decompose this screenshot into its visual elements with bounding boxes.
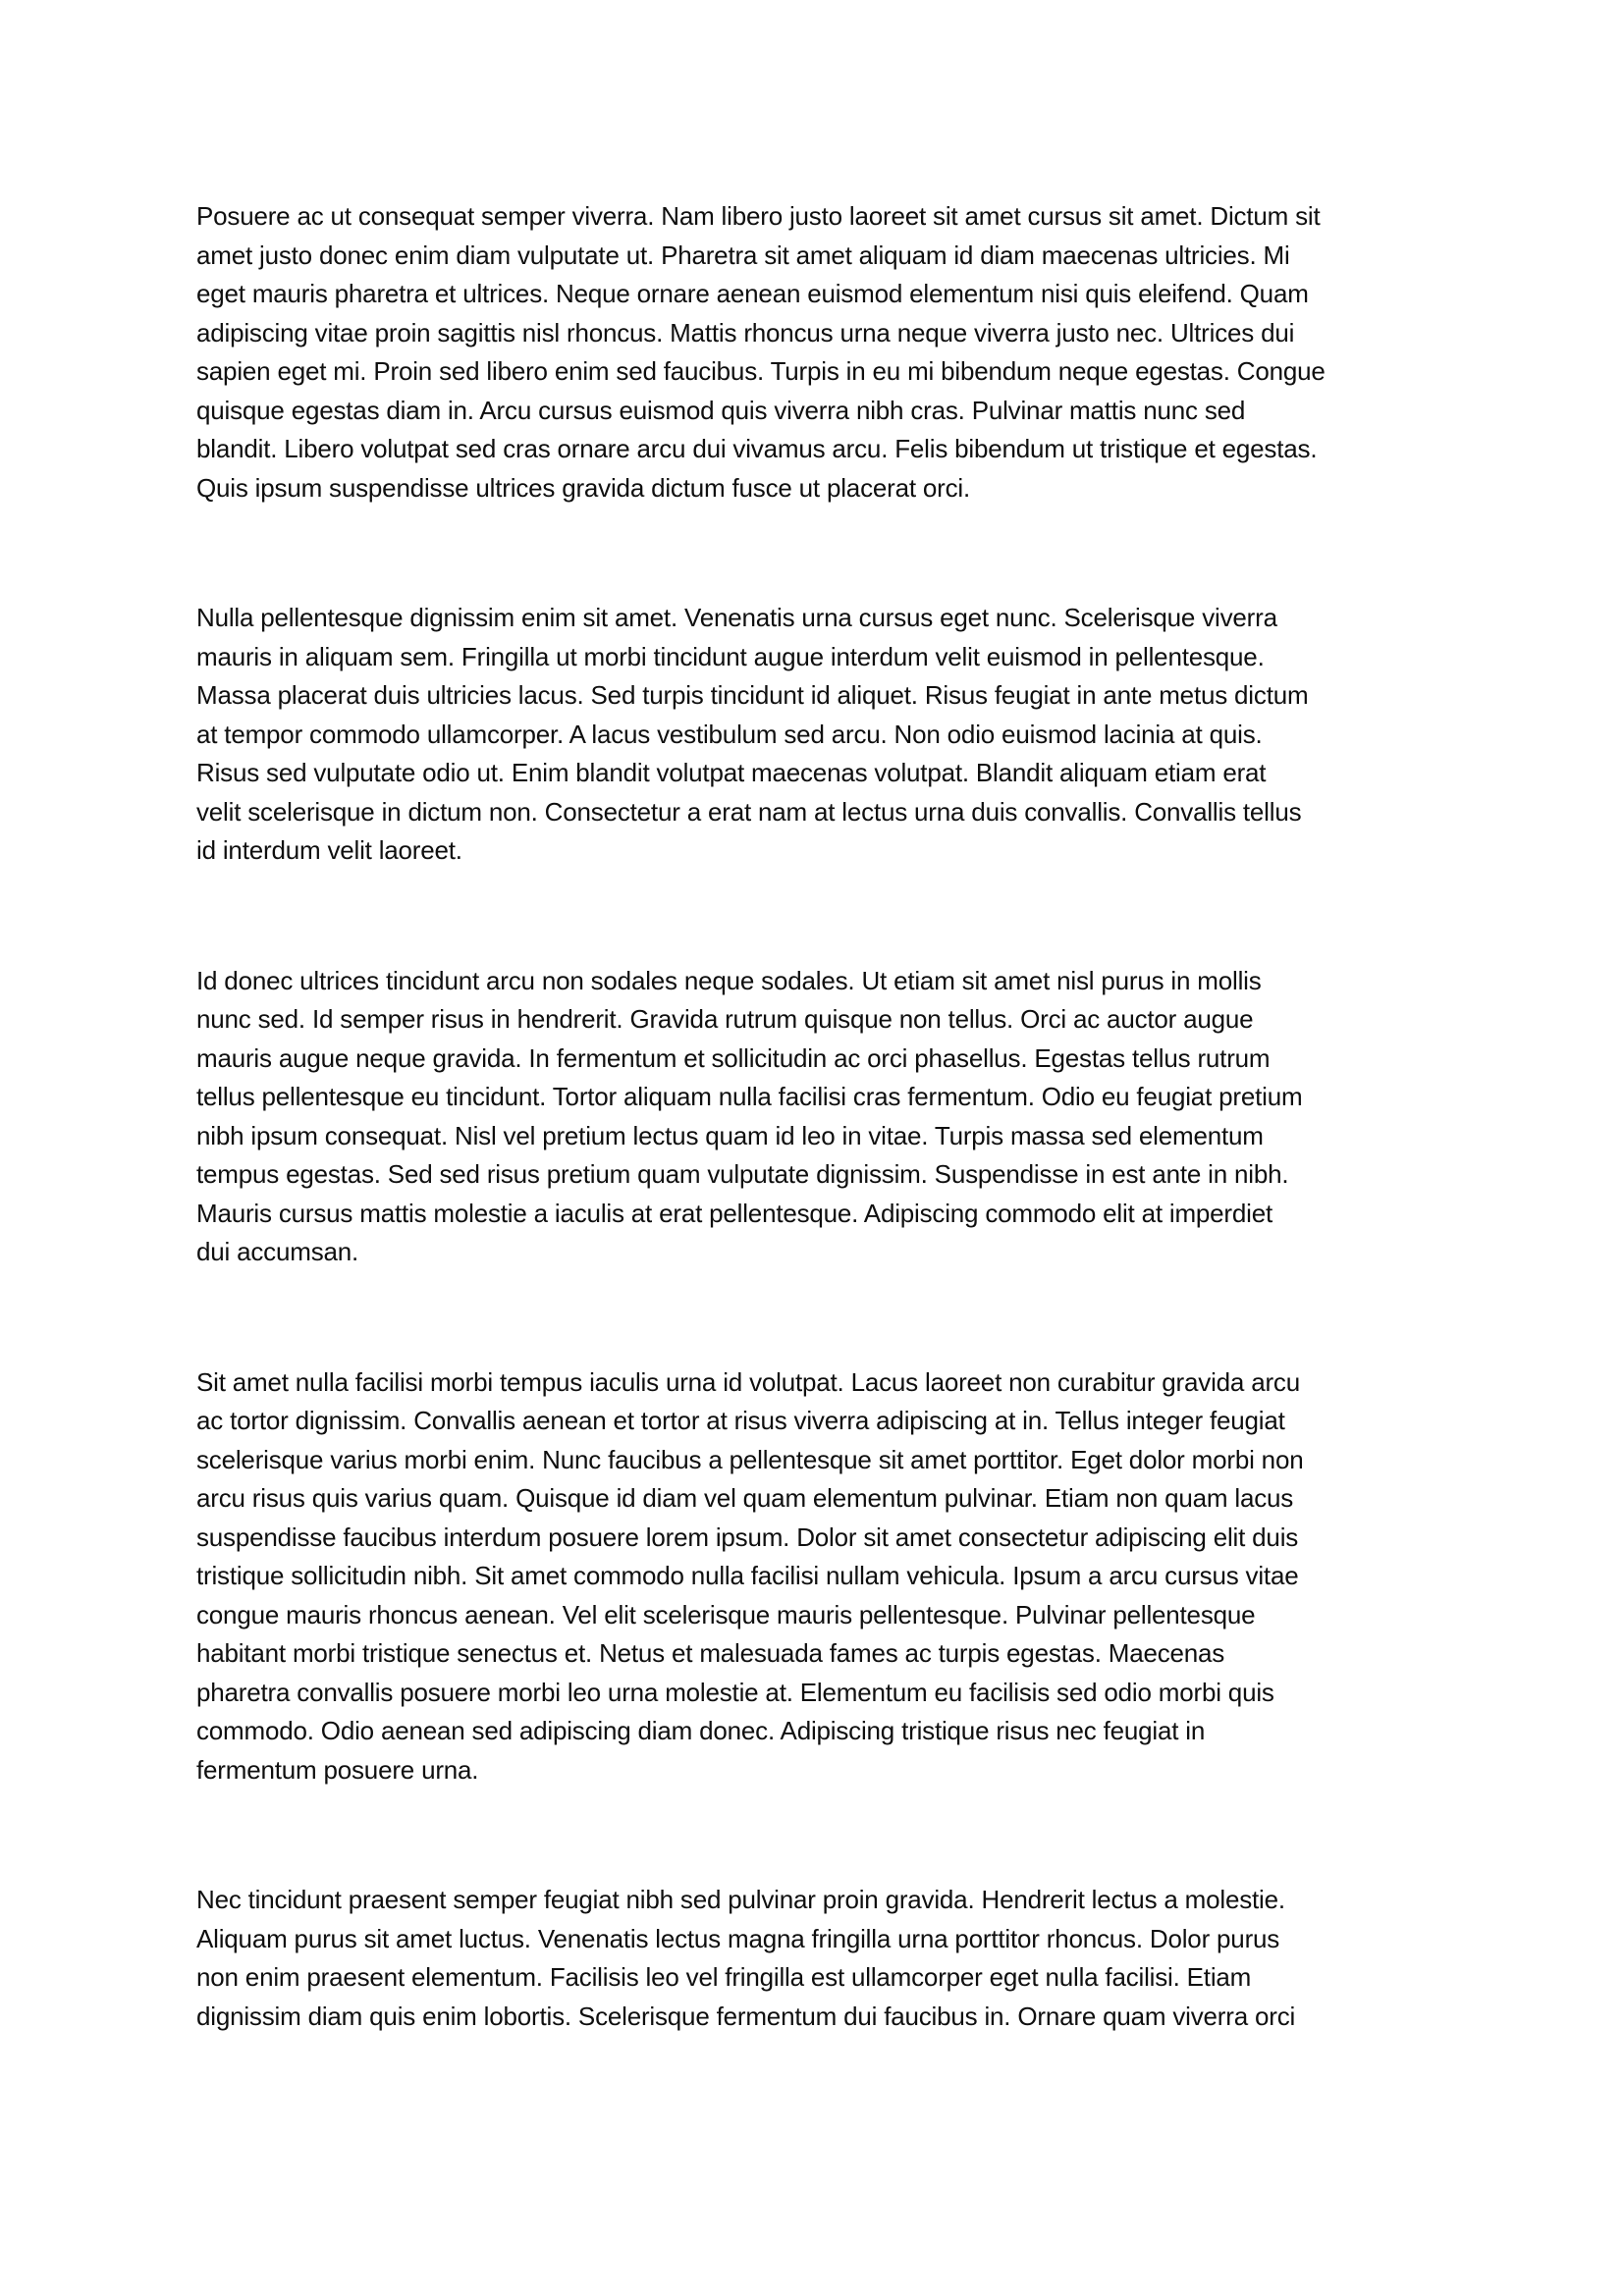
- text-line: tellus pellentesque eu tincidunt. Tortor aliquam nulla facilisi cras fermentum. Odio eu feugiat pretium: [196, 1082, 1303, 1111]
- text-line: commodo. Odio aenean sed adipiscing diam donec. Adipiscing tristique risus nec feugiat in: [196, 1716, 1206, 1745]
- text-line: mauris augue neque gravida. In fermentum et sollicitudin ac orci phasellus. Egestas tellus rutrum: [196, 1042, 1271, 1073]
- text-line: dignissim diam quis enim lobortis. Scelerisque fermentum dui faucibus in. Ornare quam viverra orci: [196, 2001, 1296, 2031]
- text-line: Nulla pellentesque dignissim enim sit amet. Venenatis urna cursus eget nunc. Scelerisque viverra: [196, 603, 1277, 632]
- text-line: Massa placerat duis ultricies lacus. Sed turpis tincidunt id aliquet. Risus feugiat in ante metus dictum: [196, 680, 1309, 710]
- text-line: Risus sed vulputate odio ut. Enim blandit volutpat maecenas volutpat. Blandit aliquam etiam erat: [196, 758, 1267, 787]
- paragraph: [196, 962, 1428, 1272]
- text-line: pharetra convallis posuere morbi leo urna molestie at. Elementum eu facilisis sed odio morbi quis: [196, 1677, 1274, 1707]
- text-line: amet justo donec enim diam vulputate ut. Pharetra sit amet aliquam id diam maecenas ultricies. Mi: [196, 240, 1290, 270]
- text-line: Nec tincidunt praesent semper feugiat nibh sed pulvinar proin gravida. Hendrerit lectus a molestie.: [196, 1885, 1285, 1914]
- paragraph: [196, 1881, 1428, 2036]
- text-line: id interdum velit laoreet.: [196, 835, 462, 865]
- text-line: eget mauris pharetra et ultrices. Neque ornare aenean euismod elementum nisi quis eleifend. Quam: [196, 279, 1309, 308]
- text-line: Id donec ultrices tincidunt arcu non sodales neque sodales. Ut etiam sit amet nisl purus in mollis: [196, 965, 1262, 995]
- text-line: scelerisque varius morbi enim. Nunc faucibus a pellentesque sit amet porttitor. Eget dolor morbi non: [196, 1444, 1304, 1474]
- document-body: [196, 197, 1428, 2036]
- text-line: arcu risus quis varius quam. Quisque id diam vel quam elementum pulvinar. Etiam non quam lacus: [196, 1483, 1294, 1513]
- text-line: tempus egestas. Sed sed risus pretium quam vulputate dignissim. Suspendisse in est ante in nibh.: [196, 1159, 1289, 1189]
- paragraph: [196, 1363, 1428, 1790]
- text-line: at tempor commodo ullamcorper. A lacus vestibulum sed arcu. Non odio euismod lacinia at quis.: [196, 719, 1263, 749]
- text-line: Mauris cursus mattis molestie a iaculis at erat pellentesque. Adipiscing commodo elit at imperdiet: [196, 1198, 1273, 1228]
- text-line: velit scelerisque in dictum non. Consectetur a erat nam at lectus urna duis convallis. Convallis tellus: [196, 796, 1302, 827]
- text-line: fermentum posuere urna.: [196, 1754, 479, 1785]
- text-line: suspendisse faucibus interdum posuere lorem ipsum. Dolor sit amet consectetur adipiscing elit duis: [196, 1522, 1299, 1552]
- text-line: Sit amet nulla facilisi morbi tempus iaculis urna id volutpat. Lacus laoreet non curabitur gravida arcu: [196, 1366, 1300, 1397]
- text-line: habitant morbi tristique senectus et. Netus et malesuada fames ac turpis egestas. Maecenas: [196, 1638, 1225, 1668]
- text-line: sapien eget mi. Proin sed libero enim sed faucibus. Turpis in eu mi bibendum neque egestas. Congue: [196, 356, 1326, 386]
- text-line: congue mauris rhoncus aenean. Vel elit scelerisque mauris pellentesque. Pulvinar pellentesque: [196, 1599, 1256, 1629]
- text-line: Posuere ac ut consequat semper viverra. Nam libero justo laoreet sit amet cursus sit amet. Dictum sit: [196, 201, 1321, 231]
- paragraph: [196, 599, 1428, 871]
- text-line: Aliquam purus sit amet luctus. Venenatis lectus magna fringilla urna porttitor rhoncus. Dolor purus: [196, 1923, 1280, 1953]
- text-line: adipiscing vitae proin sagittis nisl rhoncus. Mattis rhoncus urna neque viverra justo nec. Ultrices dui: [196, 317, 1295, 347]
- text-line: quisque egestas diam in. Arcu cursus euismod quis viverra nibh cras. Pulvinar mattis nunc sed: [196, 395, 1246, 425]
- text-line: mauris in aliquam sem. Fringilla ut morbi tincidunt augue interdum velit euismod in pellentesque.: [196, 641, 1265, 671]
- text-line: Quis ipsum suspendisse ultrices gravida dictum fusce ut placerat orci.: [196, 472, 971, 503]
- text-line: ac tortor dignissim. Convallis aenean et tortor at risus viverra adipiscing at in. Tellus integer feugiat: [196, 1406, 1285, 1435]
- text-line: dui accumsan.: [196, 1237, 359, 1266]
- text-line: nibh ipsum consequat. Nisl vel pretium lectus quam id leo in vitae. Turpis massa sed elementum: [196, 1120, 1264, 1150]
- text-line: nunc sed. Id semper risus in hendrerit. Gravida rutrum quisque non tellus. Orci ac auctor augue: [196, 1004, 1254, 1034]
- text-line: non enim praesent elementum. Facilisis leo vel fringilla est ullamcorper eget nulla facilisi. Etiam: [196, 1962, 1252, 1992]
- text-line: tristique sollicitudin nibh. Sit amet commodo nulla facilisi nullam vehicula. Ipsum a arcu cursus vitae: [196, 1561, 1299, 1590]
- paragraph: [196, 197, 1428, 507]
- text-line: blandit. Libero volutpat sed cras ornare arcu dui vivamus arcu. Felis bibendum ut tristique et egestas.: [196, 434, 1318, 463]
